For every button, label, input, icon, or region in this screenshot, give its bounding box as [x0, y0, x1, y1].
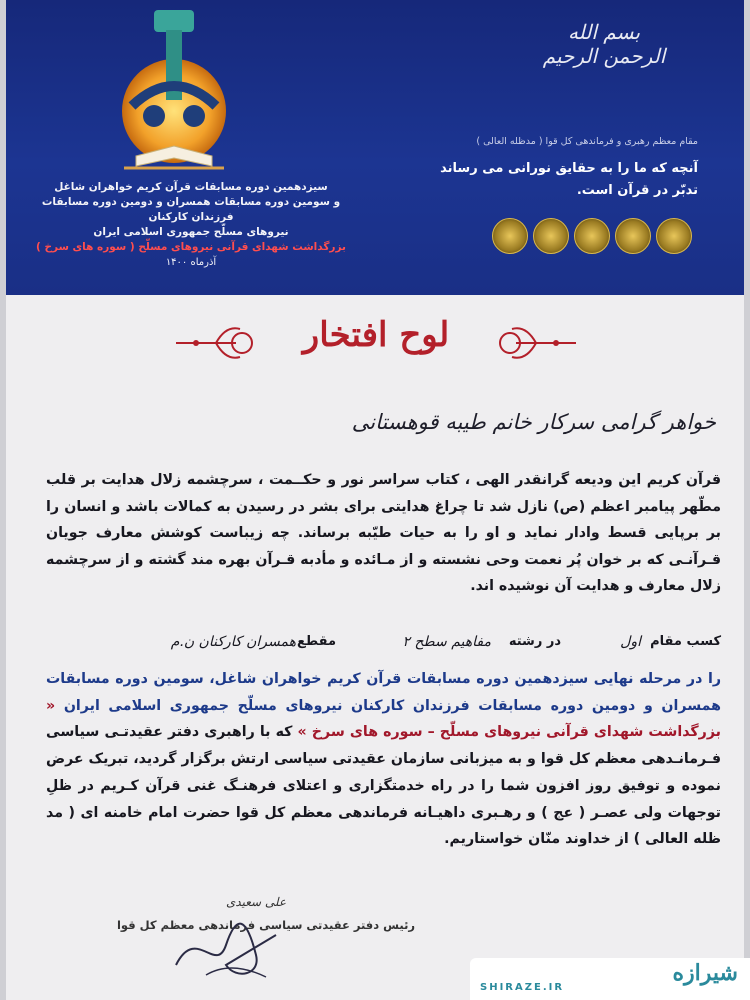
- watermark-url: SHIRAZE.IR: [480, 982, 565, 993]
- emblem-icon: [615, 218, 651, 254]
- signature-icon: [166, 905, 296, 985]
- org-line-4: بزرگداشت شهدای قرآنی نیروهای مسلّح ( سوره های سرخ ): [36, 241, 346, 253]
- header-banner: [6, 0, 744, 295]
- paragraph-intro: قرآن کریم این ودیعه گرانقدر الهی ، کتاب سراسر نور و حکــمت ، سرچشمه زلال هدایت بر قلب مطّهر پیامبر اعظم (ص) نازل شد تا چراغ هدایتی برای بشر در رسیدن به کمالات باشد و انسان را بر برپایی قسط وادار نماید و او را به حیات طیّبه برساند. چه زیباست کوشش معارف جویان قـرآنـی که بر خوان پُر نعمت وحی نشسته و از مـائده و مأدبه قـرآن بهره مند گشته و از سرچشمه زلال معارف و هدایت آن نوشیده اند.: [46, 472, 721, 594]
- certificate-title: لوح افتخار: [302, 315, 450, 355]
- addressee: خواهر گرامی سرکار خانم طیبه قوهستانی: [351, 410, 716, 434]
- site-watermark: [470, 958, 750, 1000]
- rank-value: اول: [620, 634, 641, 650]
- quote-line-1: آنچه که ما را به حقایق نورانی می رساند: [440, 161, 698, 176]
- military-emblems: [492, 218, 692, 258]
- competition-logo: [114, 6, 234, 178]
- field-value: مفاهیم سطح ۲: [402, 634, 491, 650]
- rank-label: کسب مقام: [650, 634, 721, 649]
- quote-source: مقام معظم رهبری و فرماندهی کل قوا ( مدظله العالی ): [476, 136, 698, 147]
- leader-quote: [406, 158, 698, 202]
- emblem-icon: [656, 218, 692, 254]
- achievement-row: [46, 630, 721, 658]
- emblem-icon: [533, 218, 569, 254]
- field-label: در رشته: [508, 634, 561, 649]
- competition-info: [26, 180, 356, 270]
- watermark-name: شیرازه: [672, 960, 738, 986]
- basmala-calligraphy: بسم الله الرحمن الرحیم: [542, 20, 666, 68]
- org-line-3: نیروهای مسلّح جمهوری اسلامی ایران: [93, 226, 289, 238]
- grade-label: مقطع: [297, 634, 336, 649]
- org-line-2: و سومین دوره مسابقات همسران و دومین دوره مسابقات فرزندان کارکنان: [41, 196, 341, 223]
- quote-line-2: تدبّر در قرآن است.: [576, 183, 698, 198]
- title-row: [6, 305, 744, 380]
- org-line-1: سیزدهمین دوره مسابقات قرآن کریم خواهران شاغل: [54, 181, 328, 193]
- issue-date: آذرماه ۱۴۰۰: [165, 257, 217, 268]
- award-text-highlight: « بزرگداشت شهدای قرآنی نیروهای مسلّح – سوره های سرخ »: [46, 697, 721, 741]
- certificate-sheet: [6, 0, 744, 1000]
- left-ornament-icon: [176, 319, 256, 367]
- signatory-title: رئیس دفتر عقیدتی سیاسی فرماندهی معظم کل قوا: [116, 918, 416, 932]
- award-text-part-2: که با راهبری دفتر عقیدتـی سیاسی فـرمانـدهی معظم کل قوا و به میزبانی سازمان عقیدتی سیاسی ارتش برگزار گردید، تبریک عرض نموده و توفیق روز افزون شما را در راه خدمتگزاری و اعتلای فرهنـگ غنی قرآن کـریم در ظلِ توجهات ولی عصـر ( عج ) و رهـبری داهیـانه فرماندهی معظم کل قوا حضرت امام خامنه ای ( مد ظله العالی ) از خداوند منّان خواستاریم.: [46, 724, 721, 848]
- award-text-part-1: را در مرحله نهایی سیزدهمین دوره مسابقات قرآن کریم خواهران شاغل، سومین دوره مسابقات همسران و دومین دوره مسابقات فرزندان کارکنان نیروهای مسلّح جمهوری اسلامی ایران: [46, 671, 721, 714]
- right-ornament-icon: [496, 319, 576, 367]
- signatory-name: علی سعیدی: [225, 895, 287, 909]
- emblem-icon: [492, 218, 528, 254]
- paragraph-award: [46, 666, 721, 853]
- emblem-icon: [574, 218, 610, 254]
- grade-value: همسران کارکنان ن.م: [170, 634, 296, 650]
